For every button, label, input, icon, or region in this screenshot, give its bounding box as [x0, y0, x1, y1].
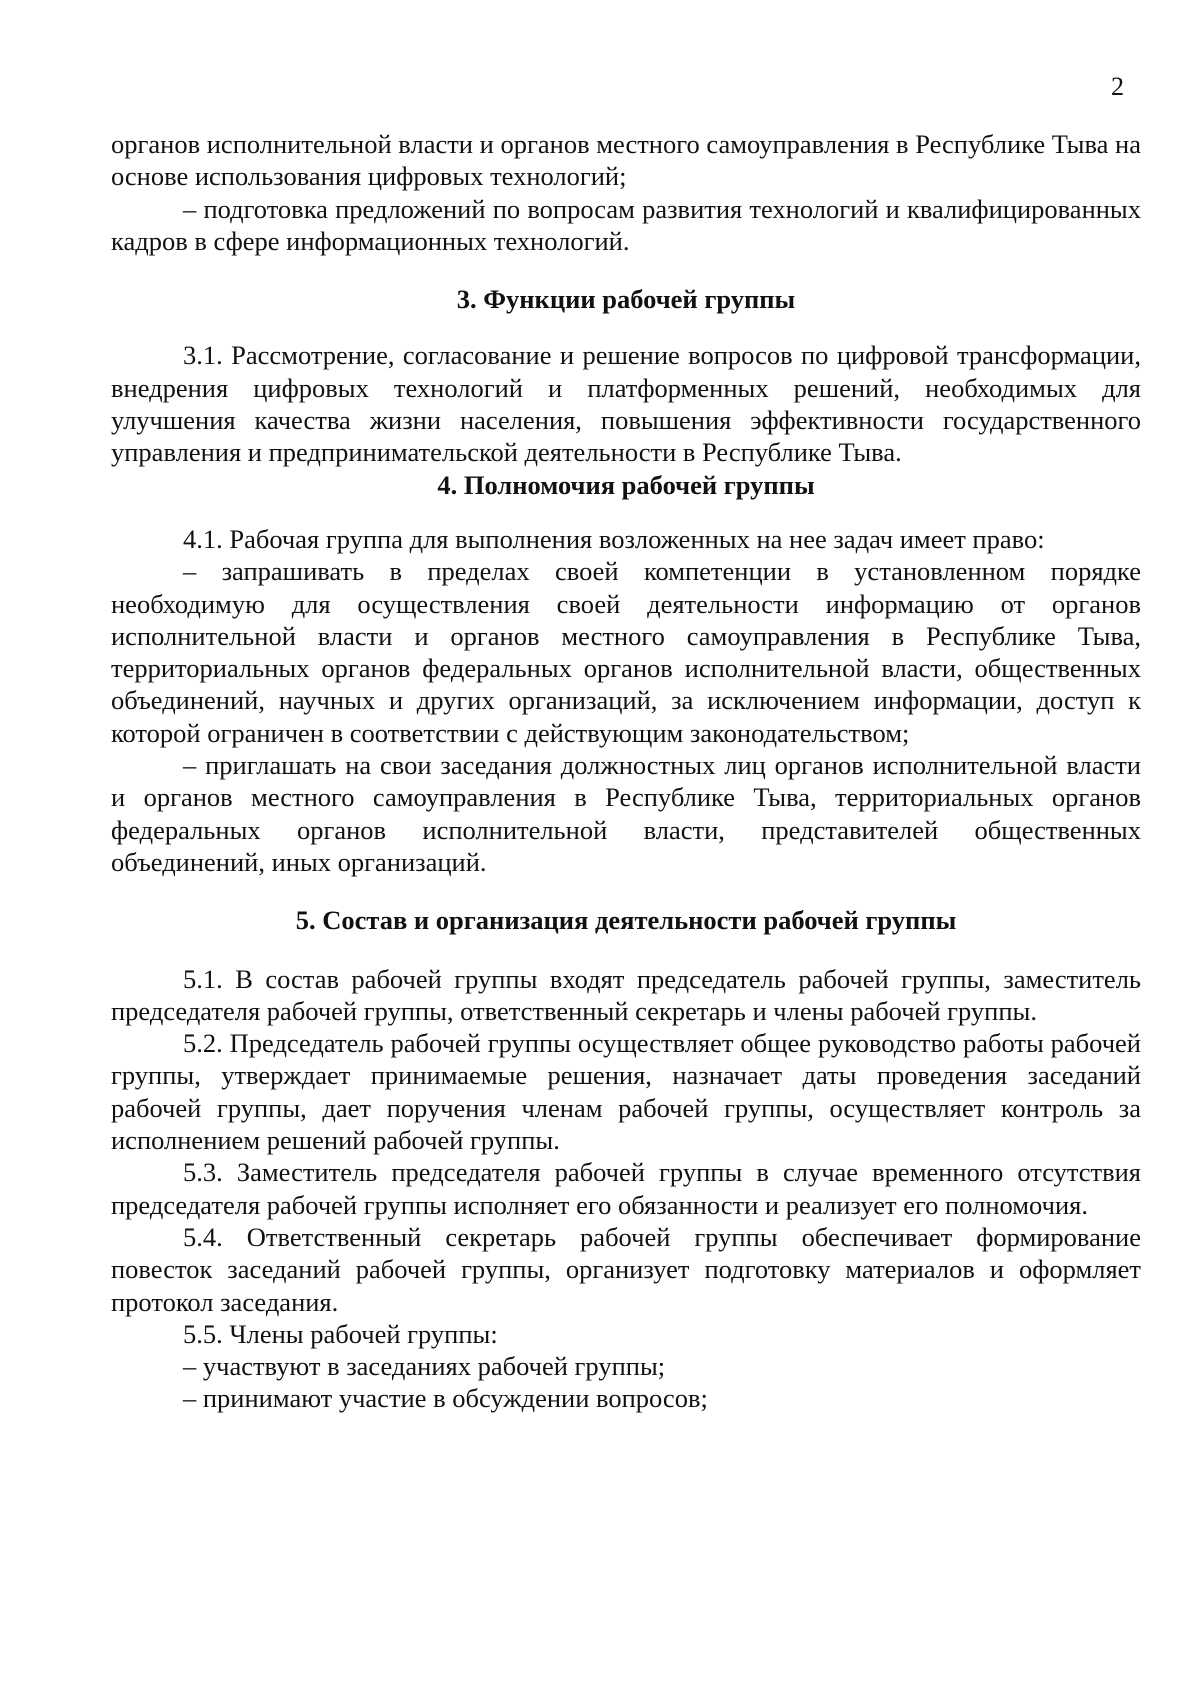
- clause-5-5: 5.5. Члены рабочей группы:: [183, 1318, 498, 1349]
- clause-5-5-item-discuss: – принимают участие в обсуждении вопросов;: [183, 1383, 708, 1414]
- section-5-heading: 5. Состав и организация деятельности рабочей группы: [295, 905, 957, 936]
- section-4-heading: 4. Полномочия рабочей группы: [437, 469, 815, 500]
- clause-5-2: 5.2. Председатель рабочей группы осуществляет общее руководство работы рабочей группы, утверждает принимаемые решения, назначает даты проведения заседаний рабочей группы, дает поручения членам рабочей группы, осуществляет контроль за исполнением решений рабочей группы.: [111, 1028, 1141, 1156]
- clause-5-3: 5.3. Заместитель председателя рабочей группы в случае временного отсутствия председателя рабочей группы исполняет его обязанности и реализует его полномочия.: [111, 1157, 1141, 1220]
- intro-list-item: – подготовка предложений по вопросам развития технологий и квалифицированных кадров в сфере информационных технологий.: [111, 193, 1141, 256]
- section-3-heading: 3. Функции рабочей группы: [456, 284, 796, 315]
- clause-4-1: 4.1. Рабочая группа для выполнения возложенных на нее задач имеет право:: [183, 523, 1045, 554]
- page-number: 2: [1111, 72, 1124, 101]
- document-body: [111, 128, 1141, 1415]
- clause-5-1: 5.1. В состав рабочей группы входят председатель рабочей группы, заместитель председателя рабочей группы, ответственный секретарь и члены рабочей группы.: [111, 963, 1141, 1026]
- clause-4-1-item-invite: – приглашать на свои заседания должностных лиц органов исполнительной власти и органов местного самоуправления в Республике Тыва, территориальных органов федеральных органов исполнительной власти, представителей общественных объединений, иных организаций.: [111, 750, 1141, 877]
- clause-4-1-item-request: – запрашивать в пределах своей компетенции в установленном порядке необходимую для осуществления своей деятельности информацию от органов исполнительной власти и органов местного самоуправления в Республике Тыва, территориальных органов федеральных органов исполнительной власти, общественных объединений, научных и других организаций, за исключением информации, доступ к которой ограничен в соответствии с действующим законодательством;: [111, 556, 1141, 748]
- clause-5-4: 5.4. Ответственный секретарь рабочей группы обеспечивает формирование повесток заседаний рабочей группы, организует подготовку материалов и оформляет протокол заседания.: [111, 1221, 1141, 1317]
- clause-5-5-item-participate: – участвуют в заседаниях рабочей группы;: [183, 1351, 666, 1382]
- intro-paragraph: органов исполнительной власти и органов местного самоуправления в Республике Тыва на основе использования цифровых технологий;: [111, 129, 1141, 192]
- clause-3-1: 3.1. Рассмотрение, согласование и решение вопросов по цифровой трансформации, внедрения цифровых технологий и платформенных решений, необходимых для улучшения качества жизни населения, повышения эффективности государственного управления и предпринимательской деятельности в Республике Тыва.: [111, 340, 1141, 468]
